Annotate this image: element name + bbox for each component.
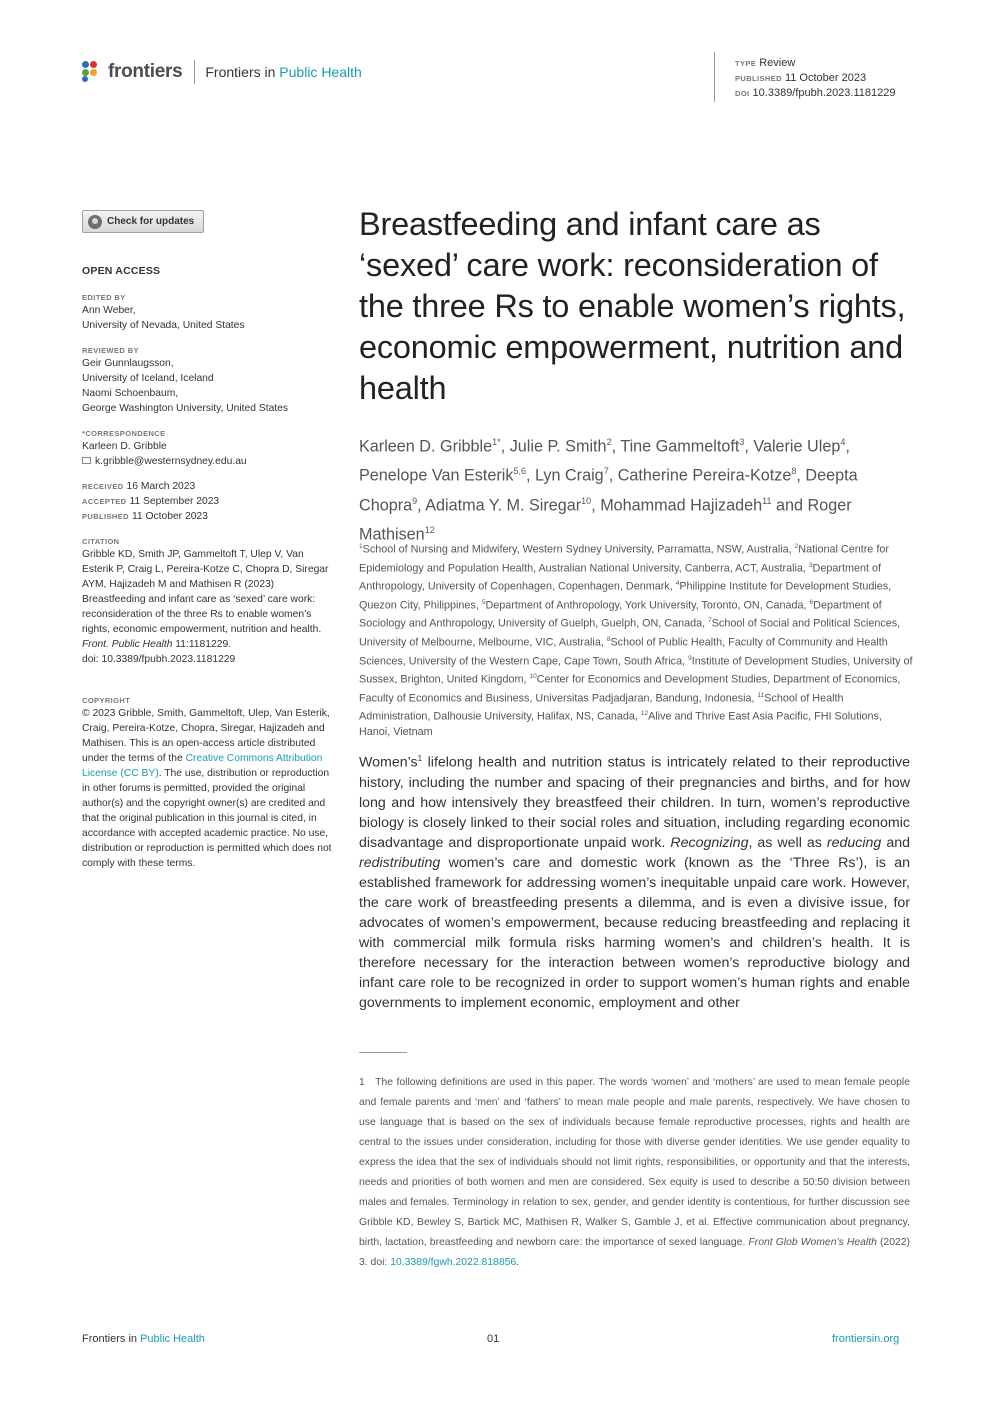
affiliation-number: 1 xyxy=(359,543,363,550)
dates-section: RECEIVED 16 March 2023 ACCEPTED 11 September 2023 PUBLISHED 11 October 2023 xyxy=(82,481,220,522)
check-updates-icon xyxy=(88,215,102,229)
doi-link[interactable]: 10.3389/fpubh.2023.1181229 xyxy=(752,87,896,99)
page-number: 01 xyxy=(487,1333,500,1345)
affiliation-text: Department of Anthropology, York University, Toronto, ON, Canada, xyxy=(485,599,810,612)
author-affiliation-ref: 9 xyxy=(412,495,418,506)
author-affiliation-ref: 12 xyxy=(424,525,435,536)
copyright-text: © 2023 Gribble, Smith, Gammeltoft, Ulep, Van Esterik, Craig, Pereira-Kotze, Chopra, Siregar, Hajizadeh and Mathisen. This is an open-access article distributed under the terms of the Creative Commons Attribution License (CC BY). The use, distribution or reproduction in other forums is permitted, provided the original author(s) and the copyright owner(s) are credited and that the original publication in this journal is cited, in accordance with accepted academic practice. No use, distribution or reproduction is permitted which does not comply with these terms. xyxy=(82,708,332,869)
reviewed-by-section: REVIEWED BY Geir Gunnlaugsson, University of Iceland, Iceland Naomi Schoenbaum, George Washington University, United States xyxy=(82,346,289,414)
footnote-divider xyxy=(359,1052,407,1053)
affiliation-text: National Centre for Epidemiology and Population Health, Australian National University, Canberra, ACT, Australia, xyxy=(359,543,889,575)
footer-site-link[interactable]: frontiersin.org xyxy=(832,1333,900,1345)
affiliation-text: School of Health Administration, Dalhousie University, Halifax, NS, Canada, xyxy=(359,692,844,723)
affiliation-text: Philippine Institute for Development Studies, Quezon City, Philippines, xyxy=(359,580,892,612)
affiliation-number: 5 xyxy=(481,598,486,606)
footnote: 1 The following definitions are used in this paper. The words ‘women’ and ‘mothers’ are used to mean female people and female parents and ‘men’ and ‘fathers’ to mean male people and male parents, respectively. We have chosen to use language that is based on the sex of individuals because female reproductive processes, rights and health are central to the issues under consideration, including for those with diverse gender identities. We use gender equality to express the idea that the sex of individuals should not limit rights, responsibilities, or opportunity and that the interests, needs and priorities of both women and men are considered. Sex equity is used to describe a 50:50 division between males and females. Terminology in relation to sex, gender, and gender identity is contentious, for further discussion see Gribble KD, Bewley S, Bartick MC, Mathisen R, Walker S, Gamble J, et al. Effective communication about pregnancy, birth, lactation, breastfeeding and newborn care: the importance of sexed language. Front Glob Women’s Health (2022) 3. doi: 10.3389/fgwh.2022.818856. xyxy=(359,1077,911,1268)
author-name[interactable]: Valerie Ulep xyxy=(753,437,841,456)
abstract: $Women’s^1$ lifelong health and nutrition status is intricately related to their reproductive history, including the number and spacing of their pregnancies and births, and for how long and how intensively they breastfeed their children. In turn, women’s reproductive biology is closely linked to their social roles and situation, including regarding economic disadvantage and disproportionate unpaid work. Recognizing, as well as reducing and redistributing women’s care and domestic work (known as the ‘Three Rs’), is an established framework for addressing women’s inequitable unpaid care work. However, the care work of breastfeeding presents a dilemma, and is even a divisive issue, for advocates of women’s empowerment, because reducing breastfeeding and replacing it with commercial milk formula risks harming women’s and children’s health. It is therefore necessary for the interaction between women’s reproductive biology and infant care role to be recognized in order to support women’s human rights and enable governments to implement economic, employment and other xyxy=(359,754,910,1011)
footnote-ref[interactable]: 1 xyxy=(417,754,423,763)
edited-by-section: EDITED BY Ann Weber, University of Nevada, United States xyxy=(82,293,245,331)
mail-icon xyxy=(82,457,91,464)
affiliations xyxy=(359,539,914,740)
author-affiliation-ref: 5,6 xyxy=(513,466,526,477)
copyright-section: COPYRIGHT © 2023 Gribble, Smith, Gammeltoft, Ulep, Van Esterik, Craig, Pereira-Kotze, Chopra, Siregar, Hajizadeh and Mathisen. This is an open-access article distributed under the terms of the Creative Commons Attribution License (CC BY). The use, distribution or reproduction in other forums is permitted, provided the original author(s) and the copyright owner(s) are credited and that the original publication in this journal is cited, in accordance with accepted academic practice. No use, distribution or reproduction is permitted which does not comply with these terms. xyxy=(82,695,337,871)
affiliation-text: Institute of Development Studies, University of Sussex, Brighton, United Kingdom, xyxy=(359,655,913,686)
footer-journal: Frontiers in Public Health xyxy=(82,1333,205,1345)
check-for-updates-button[interactable]: Check for updates xyxy=(82,210,204,233)
affiliation-text: Center for Economics and Development Studies, Department of Economics, Faculty of Economics and Business, Universitas Padjadjaran, Bandung, Indonesia, xyxy=(359,673,901,705)
affiliation-number: 12 xyxy=(640,710,649,718)
article-title: Breastfeeding and infant care as ‘sexed’ care work: reconsideration of the three Rs to enable women’s rights, economic empowerment, nutrition and health xyxy=(359,206,906,406)
citation-section: CITATION Gribble KD, Smith JP, Gammeltoft T, Ulep V, Van Esterik P, Craig L, Pereira-Kotze C, Chopra D, Siregar AYM, Hajizadeh M and Mathisen R (2023) Breastfeeding and infant care as ‘sexed’ care work: reconsideration of the three Rs to enable women’s rights, economic empowerment, nutrition and health. Front. Public Health 11:1181229. doi: 10.3389/fpubh.2023.1181229 xyxy=(82,536,337,667)
author-name[interactable]: Mohammad Hajizadeh xyxy=(600,496,763,515)
affiliation-number: 3 xyxy=(808,561,813,569)
journal-name: Frontiers in Public Health xyxy=(205,64,362,80)
affiliation-text: School of Social and Political Sciences, University of Melbourne, Melbourne, VIC, Australia, xyxy=(359,617,901,649)
correspondence-section: *CORRESPONDENCE Karleen D. Gribble k.gribble@westernsydney.edu.au xyxy=(82,429,247,467)
author-name[interactable]: Lyn Craig xyxy=(535,466,604,485)
affiliation-number: 4 xyxy=(675,580,680,588)
author-name[interactable]: Catherine Pereira-Kotze xyxy=(617,466,792,485)
logo-separator xyxy=(194,60,195,84)
meta-divider xyxy=(714,52,715,102)
frontiers-logo[interactable] xyxy=(82,60,362,84)
author-name[interactable]: Deepta Chopra xyxy=(359,466,858,515)
affiliation-number: 8 xyxy=(606,635,611,643)
affiliation-text: School of Nursing and Midwifery, Western Sydney University, Parramatta, NSW, Australia, xyxy=(362,543,795,556)
citation-text: Gribble KD, Smith JP, Gammeltoft T, Ulep V, Van Esterik P, Craig L, Pereira-Kotze C, Chopra D, Siregar AYM, Hajizadeh M and Mathisen R (2023) Breastfeeding and infant care as ‘sexed’ care work: reconsideration of the three Rs to enable women’s rights, economic empowerment, nutrition and health. Front. Public Health 11:1181229. doi: 10.3389/fpubh.2023.1181229 xyxy=(82,549,329,665)
affiliation-number: 11 xyxy=(757,691,765,699)
article-meta: TYPE Review PUBLISHED 11 October 2023 DOI 10.3389/fpubh.2023.1181229 xyxy=(735,57,896,99)
affiliation-text: Department of Anthropology, University of Copenhagen, Copenhagen, Denmark, xyxy=(359,562,881,593)
author-affiliation-ref: 4 xyxy=(840,437,846,447)
author-name[interactable]: Penelope Van Esterik xyxy=(359,466,514,485)
author-affiliation-ref: 2 xyxy=(606,437,612,447)
author-affiliation-ref: 7 xyxy=(603,466,609,477)
author-affiliation-ref: 11 xyxy=(762,495,772,506)
affiliation-number: 7 xyxy=(708,617,712,625)
author-name[interactable]: Adiatma Y. M. Siregar xyxy=(425,496,582,515)
affiliation-text: School of Public Health, Faculty of Community and Health Sciences, University of the Western Cape, Cape Town, South Africa, xyxy=(359,636,888,668)
logo-wordmark: frontiers xyxy=(108,61,183,82)
author-name[interactable]: Karleen D. Gribble xyxy=(359,437,493,456)
author-affiliation-ref: 10 xyxy=(581,495,592,506)
correspondence-email-link[interactable]: k.gribble@westernsydney.edu.au xyxy=(95,456,247,467)
affiliation-number: 2 xyxy=(794,543,799,550)
author-list: Karleen D. Gribble$^{1*}$, Julie P. Smith$^2$, Tine Gammeltoft$^3$, Valerie Ulep$^4$, Penelope Van Esterik$^{5,6}$, Lyn Craig$^7$, Catherine Pereira-Kotze$^8$, Deepta Chopra$^9$, Adiatma Y. M. Siregar$^{10}$, Mohammad Hajizadeh$^{11}$ and Roger Mathisen$^{12}$ xyxy=(359,437,858,544)
author-name[interactable]: Julie P. Smith xyxy=(509,437,607,456)
author-and: and xyxy=(776,496,804,515)
author-name[interactable]: Roger Mathisen xyxy=(359,496,852,544)
author-affiliation-ref: 8 xyxy=(791,466,797,477)
affiliation-number: 10 xyxy=(529,673,537,681)
cc-by-license-link[interactable]: Creative Commons Attribution License (CC BY) xyxy=(82,753,323,779)
author-affiliation-ref: 1* xyxy=(492,437,501,447)
footnote-doi-link[interactable]: 10.3389/fgwh.2022.818856 xyxy=(390,1257,517,1268)
author-name[interactable]: Tine Gammeltoft xyxy=(620,437,740,456)
affiliation-text: Department of Sociology and Anthropology, University of Guelph, Guelph, ON, Canada, xyxy=(359,599,882,630)
affiliation-number: 6 xyxy=(809,598,814,606)
affiliation-number: 9 xyxy=(688,654,692,662)
frontiers-logo-icon xyxy=(82,61,104,83)
affiliation-text: Alive and Thrive East Asia Pacific, FHI Solutions, Hanoi, Vietnam xyxy=(359,710,882,738)
author-affiliation-ref: 3 xyxy=(739,437,745,447)
open-access-label: OPEN ACCESS xyxy=(82,265,161,277)
